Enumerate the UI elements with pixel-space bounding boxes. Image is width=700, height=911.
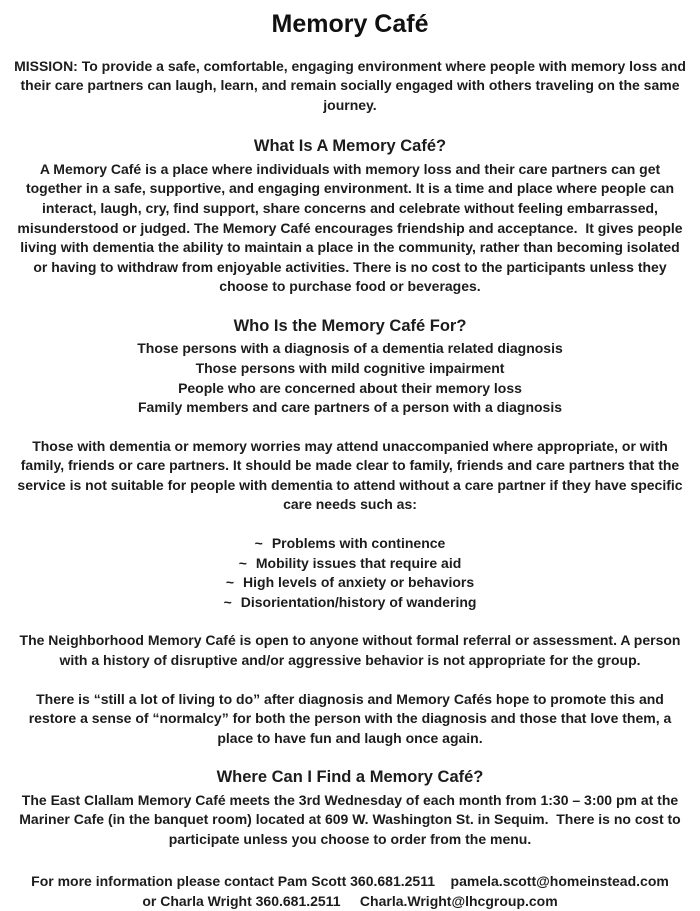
who-is-item: Those persons with mild cognitive impairment <box>195 359 505 376</box>
where-heading: Where Can I Find a Memory Café? <box>216 768 484 787</box>
living-note: There is “still a lot of living to do” after diagnosis and Memory Cafés hope to promote this and restore a sense of “normalcy” for both the person with the diagnosis and those that love them, a place to have fun and laugh once again. <box>28 690 676 746</box>
who-is-item: Family members and care partners of a person with a diagnosis <box>137 399 563 416</box>
who-is-item: People who are concerned about their memory loss <box>178 379 522 396</box>
tilde-bullet: ~ <box>238 554 247 571</box>
what-is-body: A Memory Café is a place where individuals with memory loss and their care partners can get together in a safe, supportive, and engaging environment. It is a time and place where people can interact, laugh, cry, find support, share concerns and celebrate without feeling embarrassed, misunderstood or judged. The Memory Café encourages friendship and acceptance. It gives people living with dementia the ability to maintain a place in the community, rather than becoming isolated or having to withdraw from enjoyable activities. There is no cost to the participants unless they choose to purchase food or beverages. <box>17 160 687 295</box>
care-needs-item <box>14 593 686 613</box>
contact-info <box>14 871 686 911</box>
section-where <box>14 767 686 849</box>
care-needs-list <box>14 534 686 612</box>
care-needs-label: High levels of anxiety or behaviors <box>243 574 475 591</box>
attendance-note: Those with dementia or memory worries may attend unaccompanied where appropriate, or with family, friends or care partners. It should be made clear to family, friends and care partners that the service is not suitable for people with dementia to attend without a care partner if they have specific care needs such as: <box>17 437 687 513</box>
section-what-is <box>14 136 686 297</box>
mission-statement: MISSION: To provide a safe, comfortable, engaging environment where people with memory loss and their care partners can laugh, learn, and remain socially engaged with others traveling on the same journey. <box>14 57 690 113</box>
where-body: The East Clallam Memory Café meets the 3rd Wednesday of each month from 1:30 – 3:00 pm at the Mariner Cafe (in the banquet room) located at 609 W. Washington St. in Sequim. There is no cost to participate unless you choose to order from the menu. <box>19 791 685 848</box>
care-needs-item <box>14 573 686 593</box>
section-who-is <box>14 316 686 418</box>
care-needs-label: Problems with continence <box>271 535 446 552</box>
who-is-item: Those persons with a diagnosis of a dementia related diagnosis <box>137 340 563 357</box>
page-title: Memory Café <box>271 10 429 38</box>
contact-line: For more information please contact Pam Scott 360.681.2511 pamela.scott@homeinstead.com <box>31 872 669 889</box>
referral-note: The Neighborhood Memory Café is open to anyone without formal referral or assessment. A person with a history of disruptive and/or aggressive behavior is not appropriate for the group. <box>19 632 685 669</box>
what-is-heading: What Is A Memory Café? <box>253 137 447 156</box>
who-is-list <box>14 339 686 417</box>
tilde-bullet: ~ <box>225 574 235 591</box>
care-needs-label: Mobility issues that require aid <box>255 554 462 571</box>
tilde-bullet: ~ <box>223 593 232 610</box>
tilde-bullet: ~ <box>254 535 263 552</box>
care-needs-item <box>14 534 686 554</box>
care-needs-label: Disorientation/history of wandering <box>240 593 477 610</box>
contact-line: or Charla Wright 360.681.2511 Charla.Wright@lhcgroup.com <box>142 892 558 909</box>
care-needs-item <box>14 554 686 574</box>
who-is-heading: Who Is the Memory Café For? <box>233 316 467 335</box>
document-content <box>14 8 690 911</box>
